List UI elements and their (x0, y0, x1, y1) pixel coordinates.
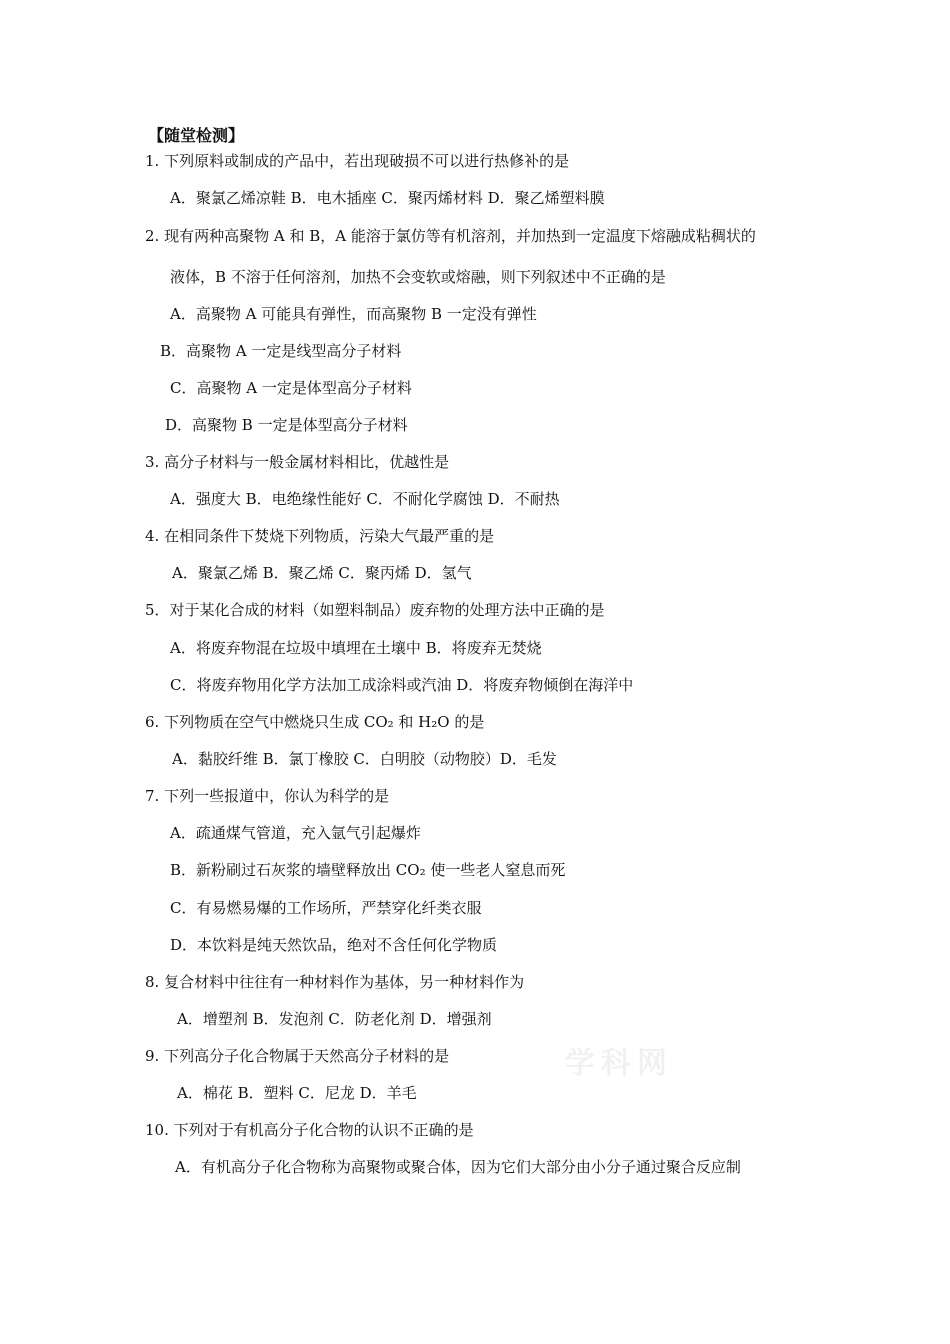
question-6: 6. 下列物质在空气中燃烧只生成 CO₂ 和 H₂O 的是 (145, 713, 485, 731)
question-10-option-a: A．有机高分子化合物称为高聚物或聚合体，因为它们大部分由小分子通过聚合反应制 (175, 1158, 741, 1176)
question-1-options: A．聚氯乙烯凉鞋 B．电木插座 C．聚丙烯材料 D．聚乙烯塑料膜 (170, 189, 605, 207)
question-7-option-d: D．本饮料是纯天然饮品，绝对不含任何化学物质 (170, 936, 498, 954)
question-10: 10. 下列对于有机高分子化合物的认识不正确的是 (145, 1121, 474, 1139)
question-1: 1. 下列原料或制成的产品中，若出现破损不可以进行热修补的是 (145, 152, 570, 170)
question-4: 4. 在相同条件下焚烧下列物质，污染大气最严重的是 (145, 527, 495, 545)
question-7: 7. 下列一些报道中，你认为科学的是 (145, 787, 390, 805)
question-7-option-b: B．新粉刷过石灰浆的墙壁释放出 CO₂ 使一些老人窒息而死 (170, 861, 566, 879)
question-2-option-c: C．高聚物 A 一定是体型高分子材料 (170, 379, 412, 397)
question-9-options: A．棉花 B．塑料 C．尼龙 D．羊毛 (177, 1084, 417, 1102)
watermark-logo: 学科网 (565, 1046, 673, 1081)
question-3-options: A．强度大 B．电绝缘性能好 C．不耐化学腐蚀 D．不耐热 (170, 490, 560, 508)
question-3: 3. 高分子材料与一般金属材料相比，优越性是 (145, 453, 450, 471)
question-2-option-b: B．高聚物 A 一定是线型高分子材料 (160, 342, 402, 360)
question-6-options: A．黏胶纤维 B．氯丁橡胶 C．白明胶（动物胶）D．毛发 (172, 750, 557, 768)
section-heading: 【随堂检测】 (148, 126, 245, 145)
question-2-option-d: D．高聚物 B 一定是体型高分子材料 (165, 416, 408, 434)
question-9: 9. 下列高分子化合物属于天然高分子材料的是 (145, 1047, 450, 1065)
question-4-options: A．聚氯乙烯 B．聚乙烯 C．聚丙烯 D．氢气 (172, 564, 472, 582)
question-7-option-c: C．有易燃易爆的工作场所，严禁穿化纤类衣服 (170, 899, 482, 917)
question-5-options-ab: A．将废弃物混在垃圾中填埋在土壤中 B．将废弃无焚烧 (170, 639, 542, 657)
question-8: 8. 复合材料中往往有一种材料作为基体，另一种材料作为 (145, 973, 525, 991)
question-5-options-cd: C．将废弃物用化学方法加工成涂料或汽油 D．将废弃物倾倒在海洋中 (170, 676, 634, 694)
question-8-options: A．增塑剂 B．发泡剂 C．防老化剂 D．增强剂 (177, 1010, 492, 1028)
question-7-option-a: A．疏通煤气管道，充入氩气引起爆炸 (170, 824, 421, 842)
question-2-continued: 液体，B 不溶于任何溶剂，加热不会变软或熔融，则下列叙述中不正确的是 (170, 268, 666, 286)
question-5: 5．对于某化合成的材料（如塑料制品）废弃物的处理方法中正确的是 (145, 601, 605, 619)
question-2: 2. 现有两种高聚物 A 和 B，A 能溶于氯仿等有机溶剂，并加热到一定温度下熔融成粘稠状的 (145, 227, 756, 245)
question-2-option-a: A．高聚物 A 可能具有弹性，而高聚物 B 一定没有弹性 (170, 305, 537, 323)
